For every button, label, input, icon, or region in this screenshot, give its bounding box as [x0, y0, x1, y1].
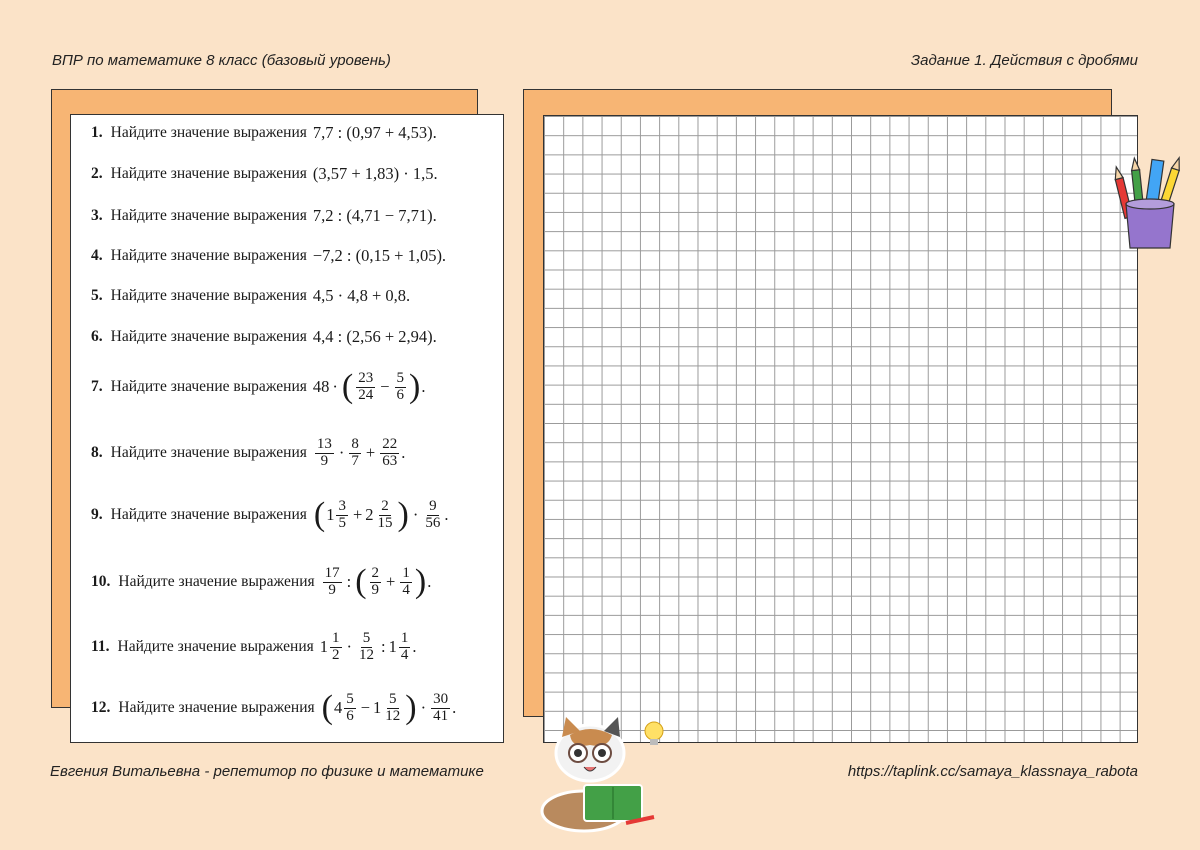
- task-4: 4. Найдите значение выражения −7,2 : (0,15 + 1,05).: [91, 246, 447, 265]
- task-expression: 4,4 : (2,56 + 2,94).: [312, 327, 437, 346]
- task-3: 3. Найдите значение выражения 7,2 : (4,71 − 7,71).: [91, 206, 437, 225]
- task-prompt: Найдите значение выражения: [110, 444, 307, 462]
- task-expression: $\frac{13}{9}$ · $\frac{8}{7}$ + $\frac{22}{63}$ .: [316, 436, 406, 469]
- fraction: $\frac{3}{5}$: [338, 497, 346, 531]
- task-prompt: Найдите значение выражения: [110, 378, 307, 395]
- task-expression: 7,2 : (4,71 − 7,71).: [312, 206, 437, 225]
- fraction: $\frac{2}{9}$: [371, 564, 380, 598]
- tasks-card: [70, 114, 504, 743]
- task-prompt: Найдите значение выражения: [110, 124, 307, 141]
- cat-reading-icon: [528, 715, 668, 835]
- fraction: $\frac{1}{4}$: [400, 630, 409, 663]
- task-expression: ( 4 $\frac{5}{6}$ − 1 $\frac{5}{12}$ ) · $\frac{30}{41}$ .: [321, 689, 457, 726]
- fraction: $\frac{1}{2}$: [332, 630, 340, 663]
- fraction: $\frac{5}{6}$: [346, 690, 354, 724]
- task-prompt: Найдите значение выражения: [110, 207, 307, 224]
- task-expression: 48 · ( $\frac{23}{24}$ − $\frac{5}{6}$ ) .: [312, 368, 426, 405]
- fraction: $\frac{2}{15}$: [377, 497, 393, 531]
- task-prompt: Найдите значение выражения: [110, 506, 307, 523]
- task-expression: ( 1 $\frac{3}{5}$ + 2 $\frac{2}{15}$ ) · $\frac{9}{56}$ .: [313, 496, 449, 533]
- task-7: 7. Найдите значение выражения 48 · ( $\frac{23}{24}$ − $\frac{5}{6}$ ) .: [91, 368, 426, 405]
- fraction: $\frac{5}{12}$: [385, 690, 401, 724]
- header-left: ВПР по математике 8 класс (базовый уровень): [52, 52, 391, 69]
- pencil-cup-icon: [1112, 148, 1188, 254]
- task-prompt: Найдите значение выражения: [117, 638, 314, 656]
- fraction: $\frac{1}{4}$: [402, 564, 410, 598]
- task-expression: (3,57 + 1,83) · 1,5.: [312, 164, 438, 183]
- fraction: $\frac{5}{12}$: [359, 630, 375, 663]
- header-right: Задание 1. Действия с дробями: [910, 52, 1138, 69]
- task-prompt: Найдите значение выражения: [118, 573, 315, 590]
- task-prompt: Найдите значение выражения: [110, 328, 307, 345]
- graph-paper-grid: [543, 115, 1138, 743]
- fraction: $\frac{17}{9}$: [324, 564, 340, 598]
- task-expression: −7,2 : (0,15 + 1,05).: [312, 246, 447, 265]
- task-prompt: Найдите значение выражения: [118, 699, 315, 716]
- task-prompt: Найдите значение выражения: [110, 287, 307, 304]
- task-1: 1. Найдите значение выражения 7,7 : (0,97 + 4,53).: [91, 123, 437, 142]
- fraction: $\frac{23}{24}$: [358, 369, 374, 403]
- task-expression: 7,7 : (0,97 + 4,53).: [312, 123, 437, 142]
- task-12: 12. Найдите значение выражения ( 4 $\frac{5}{6}$ − 1 $\frac{5}{12}$ ) · $\frac{30}{41}$ .: [91, 689, 457, 726]
- fraction: $\frac{13}{9}$: [316, 436, 332, 469]
- task-10: 10. Найдите значение выражения $\frac{17}{9}$ : ( $\frac{2}{9}$ + $\frac{1}{4}$ ) .: [91, 563, 432, 600]
- fraction: $\frac{5}{6}$: [396, 369, 405, 403]
- task-9: 9. Найдите значение выражения ( 1 $\frac{3}{5}$ + 2 $\frac{2}{15}$ ) · $\frac{9}{56}$ .: [91, 496, 449, 533]
- fraction: $\frac{9}{56}$: [425, 497, 441, 531]
- task-5: 5. Найдите значение выражения 4,5 · 4,8 + 0,8.: [91, 286, 411, 305]
- fraction: $\frac{8}{7}$: [351, 436, 359, 469]
- fraction: $\frac{30}{41}$: [433, 690, 449, 724]
- task-8: 8. Найдите значение выражения $\frac{13}{9}$ · $\frac{8}{7}$ + $\frac{22}{63}$ .: [91, 436, 406, 469]
- task-expression: 1 $\frac{1}{2}$ · $\frac{5}{12}$ : 1 $\frac{1}{4}$ .: [319, 630, 417, 663]
- task-expression: 4,5 · 4,8 + 0,8.: [312, 286, 411, 305]
- footer-link[interactable]: https://taplink.cc/samaya_klassnaya_rabota: [847, 763, 1138, 780]
- task-prompt: Найдите значение выражения: [110, 165, 307, 182]
- task-2: 2. Найдите значение выражения (3,57 + 1,83) · 1,5.: [91, 164, 438, 183]
- task-11: 11. Найдите значение выражения 1 $\frac{1}{2}$ · $\frac{5}{12}$ : 1 $\frac{1}{4}$ .: [91, 630, 417, 663]
- task-expression: $\frac{17}{9}$ : ( $\frac{2}{9}$ + $\frac{1}{4}$ ) .: [324, 563, 432, 600]
- footer-left: Евгения Витальевна - репетитор по физике и математике: [50, 763, 484, 780]
- task-prompt: Найдите значение выражения: [110, 247, 307, 264]
- task-6: 6. Найдите значение выражения 4,4 : (2,56 + 2,94).: [91, 327, 437, 346]
- fraction: $\frac{22}{63}$: [382, 436, 398, 469]
